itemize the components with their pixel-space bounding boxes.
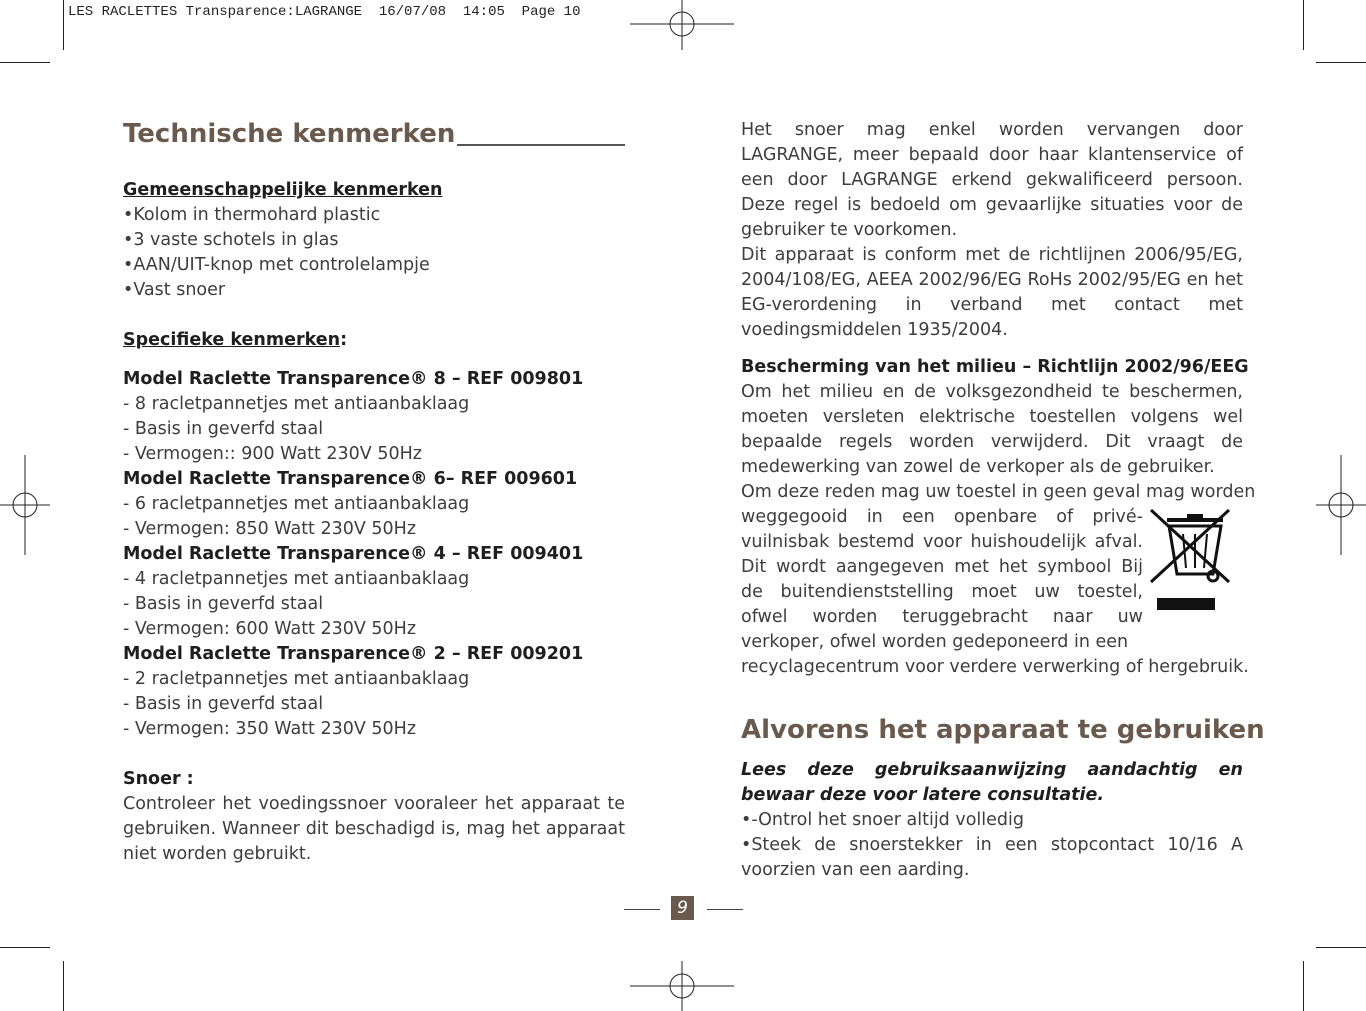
before-use-title	[741, 714, 1265, 746]
right-column	[741, 118, 1265, 883]
environment-disposal-block	[741, 480, 1256, 680]
section-title-text: Alvorens het apparaat te gebruiken	[741, 715, 1265, 745]
list-item: •Kolom in thermohard plastic	[123, 205, 381, 225]
crop-mark	[1316, 62, 1366, 63]
model-spec: - Basis in geverfd staal	[123, 594, 324, 614]
model-spec: - Vermogen:: 900 Watt 230V 50Hz	[123, 444, 422, 464]
conformity-paragraph: Dit apparaat is conform met de richtlijnen 2006/95/EG, 2004/108/EG, AEEA 2002/96/EG RoHs 2002/95/EG en het EG-verordening in verband met contact met voedingsmiddelen 1935/2004.	[741, 245, 1243, 340]
list-item: •3 vaste schotels in glas	[123, 230, 339, 250]
title-rule	[457, 144, 625, 146]
model-spec: - 4 racletpannetjes met antiaanbaklaag	[123, 569, 470, 589]
model-spec: - 6 racletpannetjes met antiaanbaklaag	[123, 494, 470, 514]
crop-mark	[1316, 947, 1366, 948]
model-spec: - Vermogen: 350 Watt 230V 50Hz	[123, 719, 417, 739]
registration-mark-icon	[630, 0, 734, 50]
environment-text: Om het milieu en de volksgezondheid te beschermen, moeten versleten elektrische toestellen volgens wel bepaalde regels worden verwijderd. Dit vraagt de medewerking van zowel de verkoper als de gebruiker.	[741, 382, 1243, 477]
technical-specs-title	[123, 118, 625, 150]
specific-features-label: Specifieke kenmerken	[123, 330, 341, 350]
page-number: 9	[671, 896, 694, 920]
model-block	[123, 467, 625, 542]
read-instructions-note: Lees deze gebruiksaanwijzing aandachtig en bewaar deze voor latere consultatie.	[741, 760, 1243, 805]
common-features-list	[123, 203, 625, 303]
model-spec: - Vermogen: 600 Watt 230V 50Hz	[123, 619, 417, 639]
environment-heading: Bescherming van het milieu – Richtlijn 2002/96/EEG	[741, 357, 1249, 377]
common-features-heading: Gemeenschappelijke kenmerken	[123, 180, 443, 200]
model-spec: - 2 racletpannetjes met antiaanbaklaag	[123, 669, 470, 689]
cord-heading: Snoer :	[123, 769, 194, 789]
model-block	[123, 542, 625, 642]
list-item: •Vast snoer	[123, 280, 226, 300]
crop-mark	[0, 947, 50, 948]
list-item: •Steek de snoerstekker in een stopcontact 10/16 A voorzien van een aarding.	[741, 835, 1243, 880]
environment-line: Om deze reden mag uw toestel in geen geval mag worden	[741, 482, 1256, 502]
list-item: •-Ontrol het snoer altijd volledig	[741, 810, 1024, 830]
crop-mark	[0, 62, 50, 63]
model-title: Model Raclette Transparence® 6– REF 009601	[123, 469, 578, 489]
model-title: Model Raclette Transparence® 4 – REF 009401	[123, 544, 584, 564]
page-number-rule	[707, 909, 743, 910]
registration-mark-icon	[1316, 455, 1366, 555]
left-column	[123, 118, 625, 867]
environment-line: recyclagecentrum voor verdere verwerking of hergebruik.	[741, 657, 1249, 677]
crop-mark	[63, 0, 64, 50]
cord-text: Controleer het voedingssnoer vooraleer het apparaat te gebruiken. Wanneer dit beschadigd is, mag het apparaat niet worden gebruikt.	[123, 794, 625, 864]
model-spec: - Basis in geverfd staal	[123, 419, 324, 439]
model-title: Model Raclette Transparence® 2 – REF 009201	[123, 644, 584, 664]
model-block	[123, 642, 625, 742]
registration-mark-icon	[0, 455, 50, 555]
section-title-text: Technische kenmerken	[123, 119, 456, 149]
cord-replacement-paragraph: Het snoer mag enkel worden vervangen door LAGRANGE, meer bepaald door haar klantenservice of een door LAGRANGE erkend gekwalificeerd persoon. Deze regel is bedoeld om gevaarlijke situaties voor de gebruiker te voorkomen.	[741, 120, 1243, 240]
crop-mark	[1303, 0, 1304, 50]
crop-mark	[1303, 961, 1304, 1011]
model-spec: - Vermogen: 850 Watt 230V 50Hz	[123, 519, 417, 539]
heading-colon: :	[340, 330, 348, 350]
crop-mark	[63, 961, 64, 1011]
crossed-out-wheelie-bin-icon	[1145, 508, 1235, 618]
model-spec: - 8 racletpannetjes met antiaanbaklaag	[123, 394, 470, 414]
list-item: •AAN/UIT-knop met controlelampje	[123, 255, 430, 275]
print-slug: LES RACLETTES Transparence:LAGRANGE 16/07/08 14:05 Page 10	[68, 4, 581, 20]
model-title: Model Raclette Transparence® 8 – REF 009801	[123, 369, 584, 389]
registration-mark-icon	[630, 961, 734, 1011]
specific-features-heading	[123, 328, 625, 353]
environment-narrow-text: weggegooid in een openbare of privé-vuilnisbak bestemd voor huishoudelijk afval. Dit wordt aangegeven met het symbool Bij de buitendienststelling moet uw toestel, ofwel worden teruggebracht naar uw verkoper, ofwel worden gedeponeerd in een	[741, 507, 1143, 652]
model-spec: - Basis in geverfd staal	[123, 694, 324, 714]
page-number-rule	[624, 909, 660, 910]
model-block	[123, 367, 625, 467]
